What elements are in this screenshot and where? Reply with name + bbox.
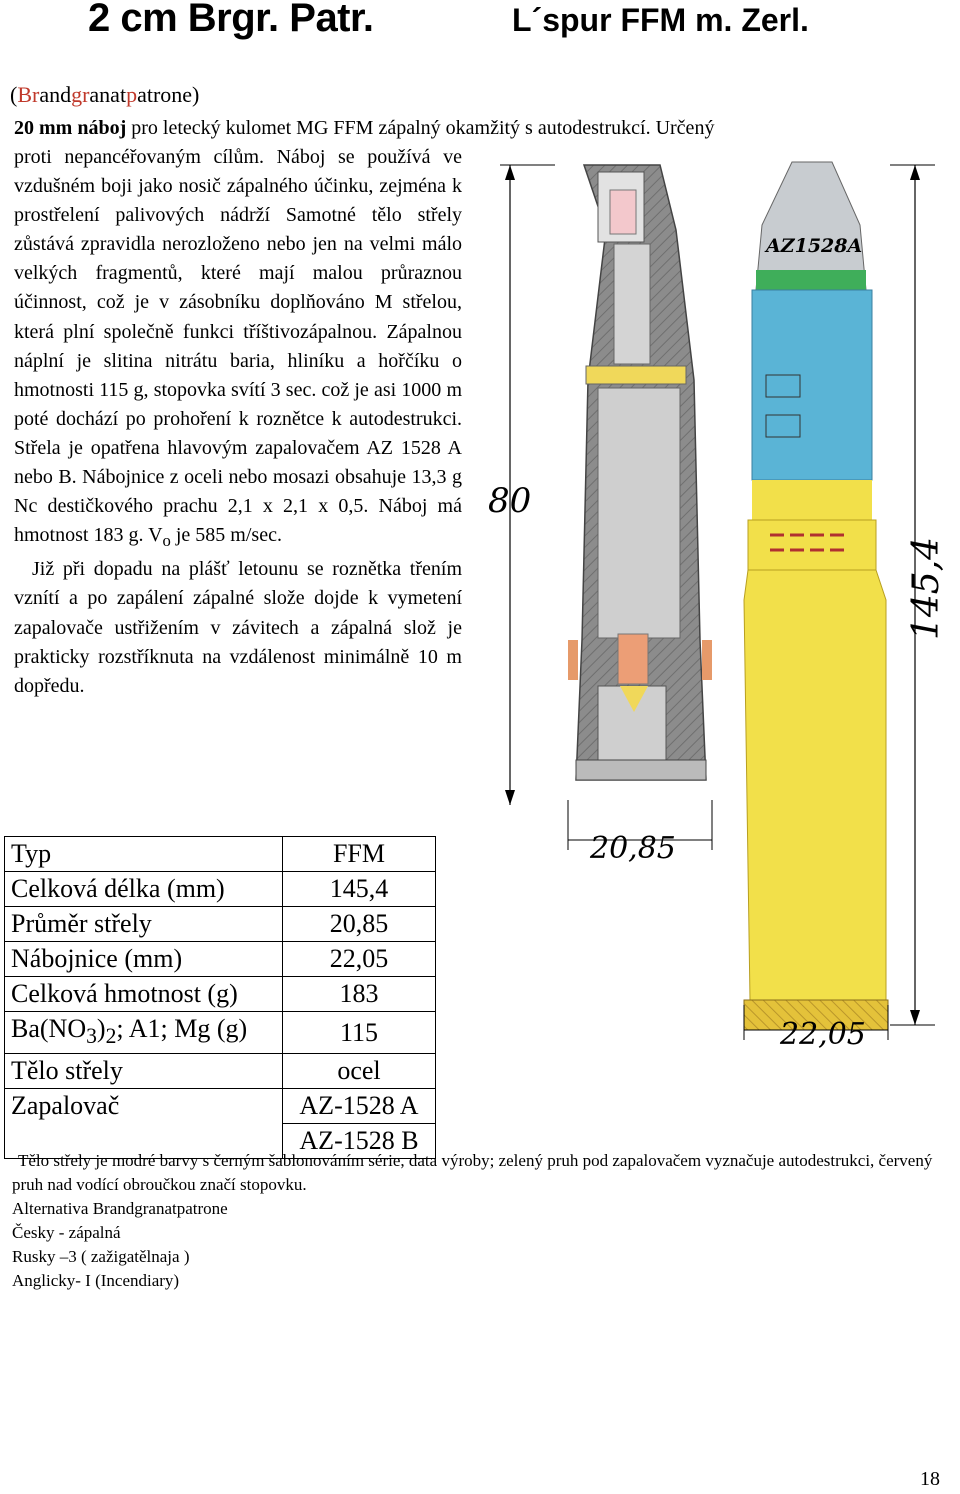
note-english: Anglicky- I (Incendiary) <box>12 1271 180 1290</box>
subtitle-red-part: p <box>126 82 138 107</box>
subtitle-part: ( <box>10 82 18 107</box>
chem-sub: 3 <box>86 1024 97 1049</box>
dim-80-label: 80 <box>488 481 532 521</box>
dim-20-85-label: 20,85 <box>590 831 676 866</box>
german-name <box>10 82 199 108</box>
subtitle-red-part: Br <box>17 82 40 107</box>
page-number: 18 <box>920 1468 940 1490</box>
spec-label: Průměr střely <box>5 907 283 942</box>
spec-label: Typ <box>5 837 283 872</box>
subtitle-part: anat <box>89 82 127 107</box>
table-row <box>5 907 436 942</box>
lead-bold: 20 mm náboj <box>14 117 127 139</box>
subtitle-red-part: gr <box>71 82 90 107</box>
dim-145-label: 145,4 <box>906 536 947 640</box>
subtitle-part: and <box>39 82 72 107</box>
spec-label: Tělo střely <box>5 1054 283 1089</box>
velocity-subscript: o <box>162 531 171 551</box>
paragraph1-end: je 585 m/sec. <box>170 524 282 547</box>
table-row <box>5 1012 436 1054</box>
dim-22-05-label: 22,05 <box>780 1017 866 1050</box>
description-paragraph-2: Již při dopadu na plášť letounu se roznětka třením vznítí a po zapálení zápalné slože dojde k vymetení zapalovače ustřižením v závitech a zápalná slož je prakticky rozstříknuta na vzdálenost minimálně 10 m dopředu. <box>14 558 462 697</box>
description-paragraph-1 <box>14 143 462 555</box>
spec-label-chem <box>5 1012 283 1054</box>
table-row <box>5 977 436 1012</box>
note-colors: Tělo střely je modré barvy s černým šablonováním série, data výroby; zelený pruh pod zapalovačem vyznačuje autodestrukci, červený pruh nad vodící obroučkou značí stopovku. <box>12 1151 933 1194</box>
spec-label: Celková hmotnost (g) <box>5 977 283 1012</box>
fuze-marking: AZ1528A <box>766 235 863 257</box>
paragraph1-text: proti nepancéřovaným cílům. Náboj se používá ve vzdušném boji jako nosič zápalného účinku, zejména k prostřelení palivových nádrží Samotné tělo střely zůstává zpravidla nerozloženo nebo jen na velmi málo velkých fragmentů, které mají malou průraznou účinnost, což je v zásobníku doplňováno M střelou, která plní společně funkci tříštivozápalnou. Zápalnou náplní je slitina nitrátu baria, hliníku a hořčíku o hmotnosti 115 g, stopovka svítí 3 sec. což je asi 1000 m poté dochází po prohoření k roznětce k autodestrukci. Střela je opatřena hlavovým zapalovačem AZ 1528 A nebo B. Nábojnice z oceli nebo mosazi obsahuje 13,3 g Nc destičkového prachu 2,1 x 2,1 x 0,5. Náboj má hmotnost 183 g. V <box>14 146 462 547</box>
projectile-section <box>568 165 712 780</box>
table-row <box>5 1054 436 1089</box>
table-row <box>5 837 436 872</box>
subtitle-part: atrone) <box>137 82 200 107</box>
spec-value: AZ-1528 B <box>283 1124 436 1159</box>
spec-label: Zapalovač <box>5 1089 283 1159</box>
spec-value: 22,05 <box>283 942 436 977</box>
cartridge-exterior <box>744 162 888 1030</box>
table-row <box>5 942 436 977</box>
spec-label: Nábojnice (mm) <box>5 942 283 977</box>
spec-value: AZ-1528 A <box>283 1089 436 1124</box>
chem-part: ; A1; Mg (g) <box>116 1014 248 1043</box>
spec-value: 20,85 <box>283 907 436 942</box>
notes <box>12 1149 958 1293</box>
spec-value: ocel <box>283 1054 436 1089</box>
spec-value: 115 <box>283 1012 436 1054</box>
note-czech: Česky - zápalná <box>12 1223 121 1242</box>
specification-table <box>4 836 436 1159</box>
lead-paragraph <box>14 114 959 143</box>
table-row <box>5 872 436 907</box>
cartridge-drawing <box>474 150 960 1050</box>
chem-part: Ba(NO <box>11 1014 87 1043</box>
spec-value: 183 <box>283 977 436 1012</box>
note-alternative: Alternativa Brandgranatpatrone <box>12 1199 228 1218</box>
spec-value: FFM <box>283 837 436 872</box>
note-russian: Rusky –3 ( zažigatělnaja ) <box>12 1247 190 1266</box>
description <box>14 143 462 701</box>
spec-value: 145,4 <box>283 872 436 907</box>
chem-sub: 2 <box>105 1024 117 1049</box>
spec-label: Celková délka (mm) <box>5 872 283 907</box>
lead-rest: pro letecký kulomet MG FFM zápalný okamžitý s autodestrukcí. Určený <box>126 117 715 139</box>
page-title-designation: L´spur FFM m. Zerl. <box>512 2 809 38</box>
page-title: 2 cm Brgr. Patr. <box>88 0 374 40</box>
chem-part: ) <box>96 1014 106 1043</box>
table-row <box>5 1089 436 1124</box>
